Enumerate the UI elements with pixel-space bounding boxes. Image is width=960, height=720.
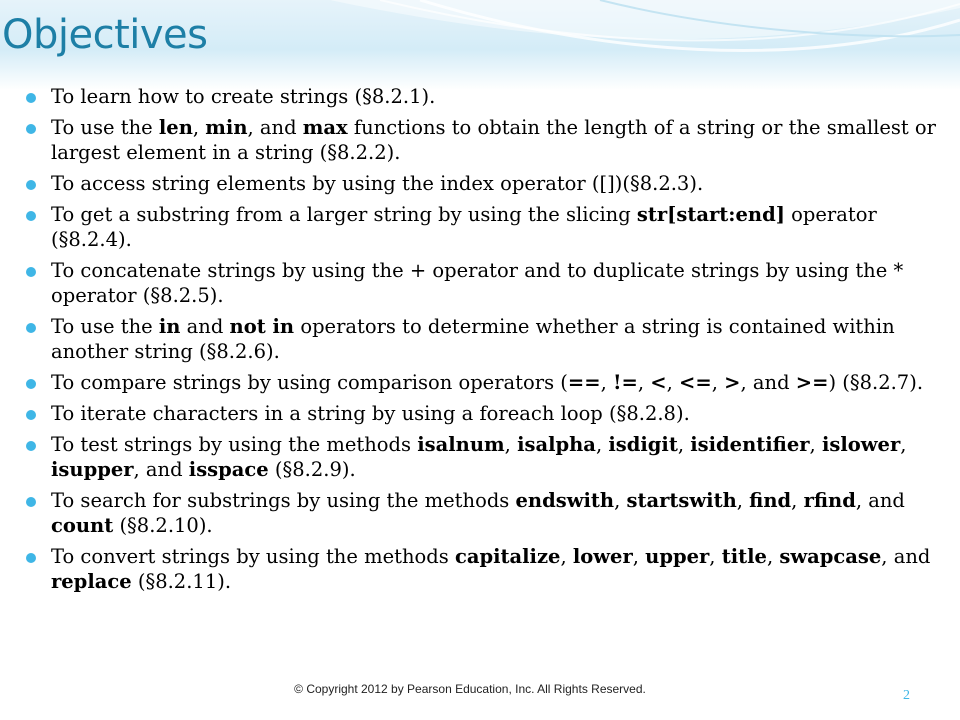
code-term: islower	[821, 433, 901, 456]
code-term: isalnum	[417, 433, 505, 456]
objective-text: operators to determine whether a string is contained within another string (§8.2.6).	[51, 315, 895, 363]
bullet-icon	[26, 441, 36, 451]
objective-text: To convert strings by using the methods	[51, 545, 455, 568]
code-term: lower	[572, 545, 633, 568]
objective-text: ,	[666, 371, 680, 394]
objective-text: ,	[560, 545, 573, 568]
objective-text: functions to obtain the length of a string or the smallest or largest element in a string (§8.2.2).	[51, 116, 936, 164]
objective-text: ,	[600, 371, 613, 394]
objective-text: ,	[766, 545, 780, 568]
code-term: min	[205, 116, 248, 139]
bullet-icon	[26, 267, 36, 277]
bullet-icon	[26, 124, 36, 134]
objective-item	[26, 171, 946, 196]
objective-text: ,	[637, 371, 651, 394]
objective-text: , and	[881, 545, 931, 568]
page-number: 2	[903, 688, 910, 703]
bullet-icon	[26, 497, 36, 507]
objective-item	[26, 115, 946, 165]
code-term: find	[749, 489, 792, 512]
objectives-list	[26, 84, 946, 600]
objective-text: To iterate characters in a string by using a foreach loop (§8.2.8).	[51, 402, 690, 425]
objective-item	[26, 544, 946, 594]
objective-text: , and	[855, 489, 905, 512]
objective-item	[26, 401, 946, 426]
code-term: swapcase	[779, 545, 882, 568]
objective-text: To test strings by using the methods	[51, 433, 418, 456]
objective-text: ,	[709, 545, 722, 568]
code-term: isdigit	[608, 433, 678, 456]
objective-text: ,	[736, 489, 750, 512]
objective-item	[26, 314, 946, 364]
code-term: ==	[567, 371, 601, 394]
code-term: not in	[229, 315, 295, 338]
code-term: str[start:end]	[636, 203, 785, 226]
objective-text: ,	[614, 489, 627, 512]
code-term: in	[158, 315, 181, 338]
objective-text: To search for substrings by using the methods	[51, 489, 516, 512]
objective-item	[26, 488, 946, 538]
bullet-icon	[26, 323, 36, 333]
code-term: isspace	[188, 458, 269, 481]
code-term: rfind	[803, 489, 856, 512]
bullet-icon	[26, 410, 36, 420]
objective-text: ,	[677, 433, 691, 456]
objective-text: ,	[900, 433, 907, 456]
objective-text: ,	[192, 116, 206, 139]
objective-text: ,	[711, 371, 725, 394]
code-term: title	[721, 545, 767, 568]
objective-text: To get a substring from a larger string by using the slicing	[51, 203, 637, 226]
code-term: isidentifier	[690, 433, 810, 456]
code-term: replace	[51, 570, 132, 593]
code-term: endswith	[515, 489, 615, 512]
objective-text: To compare strings by using comparison operators (	[51, 371, 568, 394]
objective-text: , and	[740, 371, 796, 394]
objective-item	[26, 258, 946, 308]
copyright-notice: © Copyright 2012 by Pearson Education, Inc. All Rights Reserved.	[294, 682, 646, 696]
code-term: upper	[645, 545, 710, 568]
slide-title: Objectives	[2, 12, 208, 58]
objective-text: To use the	[51, 116, 159, 139]
bullet-icon	[26, 379, 36, 389]
objective-text: ,	[504, 433, 518, 456]
objective-text: operator (§8.2.4).	[51, 203, 877, 251]
code-term: <	[650, 371, 667, 394]
objective-text: , and	[247, 116, 303, 139]
bullet-icon	[26, 211, 36, 221]
code-term: count	[51, 514, 114, 537]
code-term: !=	[612, 371, 638, 394]
objective-text: To access string elements by using the index operator ([])(§8.2.3).	[51, 172, 704, 195]
code-term: capitalize	[454, 545, 561, 568]
code-term: startswith	[626, 489, 737, 512]
objective-text: (§8.2.10).	[113, 514, 213, 537]
bullet-icon	[26, 180, 36, 190]
objective-item	[26, 370, 946, 395]
objective-item	[26, 202, 946, 252]
objective-item	[26, 432, 946, 482]
objective-text: ,	[595, 433, 609, 456]
objective-text: To use the	[51, 315, 159, 338]
code-term: max	[302, 116, 348, 139]
objective-text: To learn how to create strings (§8.2.1).	[51, 85, 436, 108]
bullet-icon	[26, 553, 36, 563]
objective-text: , and	[133, 458, 189, 481]
objective-text: ) (§8.2.7).	[828, 371, 924, 394]
code-term: len	[158, 116, 193, 139]
objective-text: and	[180, 315, 230, 338]
objective-text: To concatenate strings by using the + operator and to duplicate strings by using the * operator (§8.2.5).	[51, 259, 904, 307]
code-term: >=	[795, 371, 829, 394]
code-term: >	[724, 371, 741, 394]
objective-text: (§8.2.11).	[131, 570, 232, 593]
objective-text: ,	[632, 545, 646, 568]
code-term: isalpha	[517, 433, 596, 456]
code-term: <=	[679, 371, 712, 394]
objective-text: (§8.2.9).	[268, 458, 356, 481]
bullet-icon	[26, 93, 36, 103]
objective-item	[26, 84, 946, 109]
code-term: isupper	[51, 458, 134, 481]
objective-text: ,	[791, 489, 804, 512]
objective-text: ,	[809, 433, 822, 456]
